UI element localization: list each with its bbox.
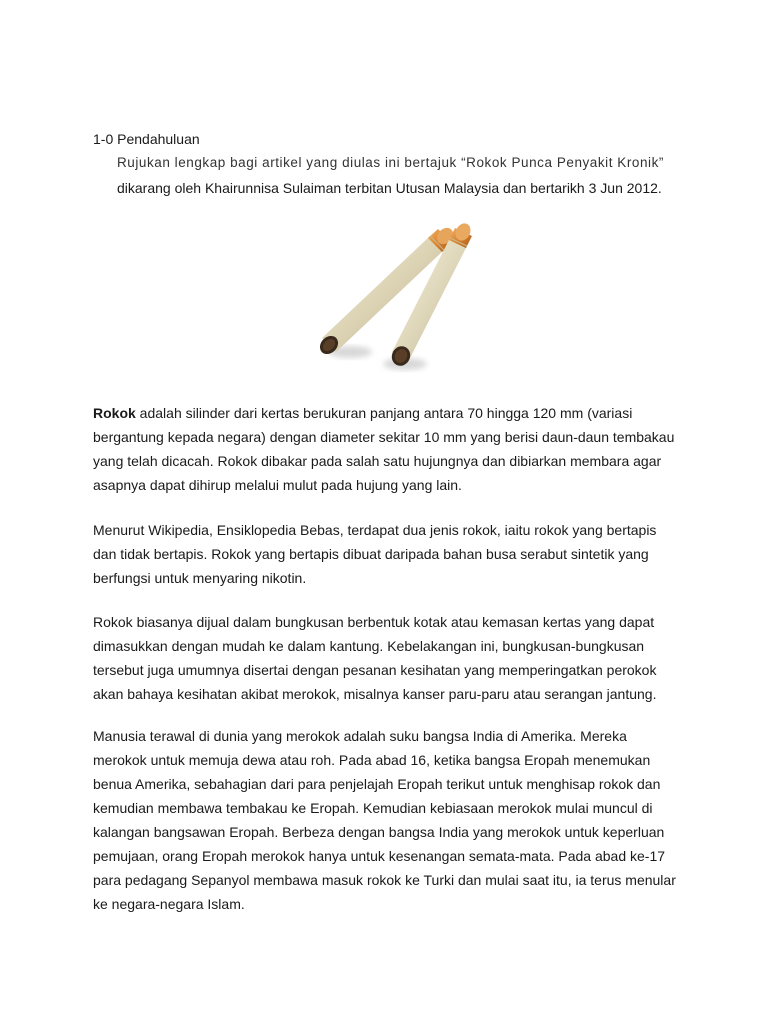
term-rokok: Rokok bbox=[93, 405, 136, 421]
paragraph-types: Menurut Wikipedia, Ensiklopedia Bebas, terdapat dua jenis rokok, iaitu rokok yang bertapis dan tidak bertapis. Rokok yang bertapis dibuat daripada bahan busa serabut sintetik yang berfungsi untuk menyaring nikotin. bbox=[93, 522, 657, 586]
reference-line-2: dikarang oleh Khairunnisa Sulaiman terbitan Utusan Malaysia dan bertarikh 3 Jun 2012. bbox=[117, 180, 662, 196]
paragraph-history: Manusia terawal di dunia yang merokok adalah suku bangsa India di Amerika. Mereka merokok untuk memuja dewa atau roh. Pada abad 16, ketika bangsa Eropah menemukan benua Amerika, sebahagian dari para penjelajah Eropah terikut untuk menghisap rokok dan kemudian membawa tembakau ke Eropah. Kemudian kebiasaan merokok mulai muncul di kalangan bangsawan Eropah. Berbeza dengan bangsa India yang merokok untuk keperluan pemujaan, orang Eropah merokok hanya untuk kesenangan semata-mata. Pada abad ke-17 para pedagang Sepanyol membawa masuk rokok ke Turki dan mulai saat itu, ia terus menular ke negara-negara Islam. bbox=[93, 728, 676, 912]
cigarettes-image bbox=[310, 222, 480, 382]
reference-line-1: Rujukan lengkap bagi artikel yang diulas ini bertajuk “Rokok Punca Penyakit Kronik” bbox=[117, 155, 664, 170]
section-heading: 1-0 Pendahuluan bbox=[93, 131, 200, 147]
paragraph-packaging: Rokok biasanya dijual dalam bungkusan berbentuk kotak atau kemasan kertas yang dapat dimasukkan dengan mudah ke dalam kantung. Kebelakangan ini, bungkusan-bungkusan tersebut juga umumnya disertai dengan pesanan kesihatan yang memperingatkan perokok akan bahaya kesihatan akibat merokok, misalnya kanser paru-paru atau serangan jantung. bbox=[93, 614, 657, 702]
paragraph-definition bbox=[93, 401, 683, 497]
paragraph-definition-text: adalah silinder dari kertas berukuran panjang antara 70 hingga 120 mm (variasi bergantung kepada negara) dengan diameter sekitar 10 mm yang berisi daun-daun tembakau yang telah dicacah. Rokok dibakar pada salah satu hujungnya dan dibiarkan membara agar asapnya dapat dihirup melalui mulut pada hujung yang lain. bbox=[93, 405, 675, 493]
